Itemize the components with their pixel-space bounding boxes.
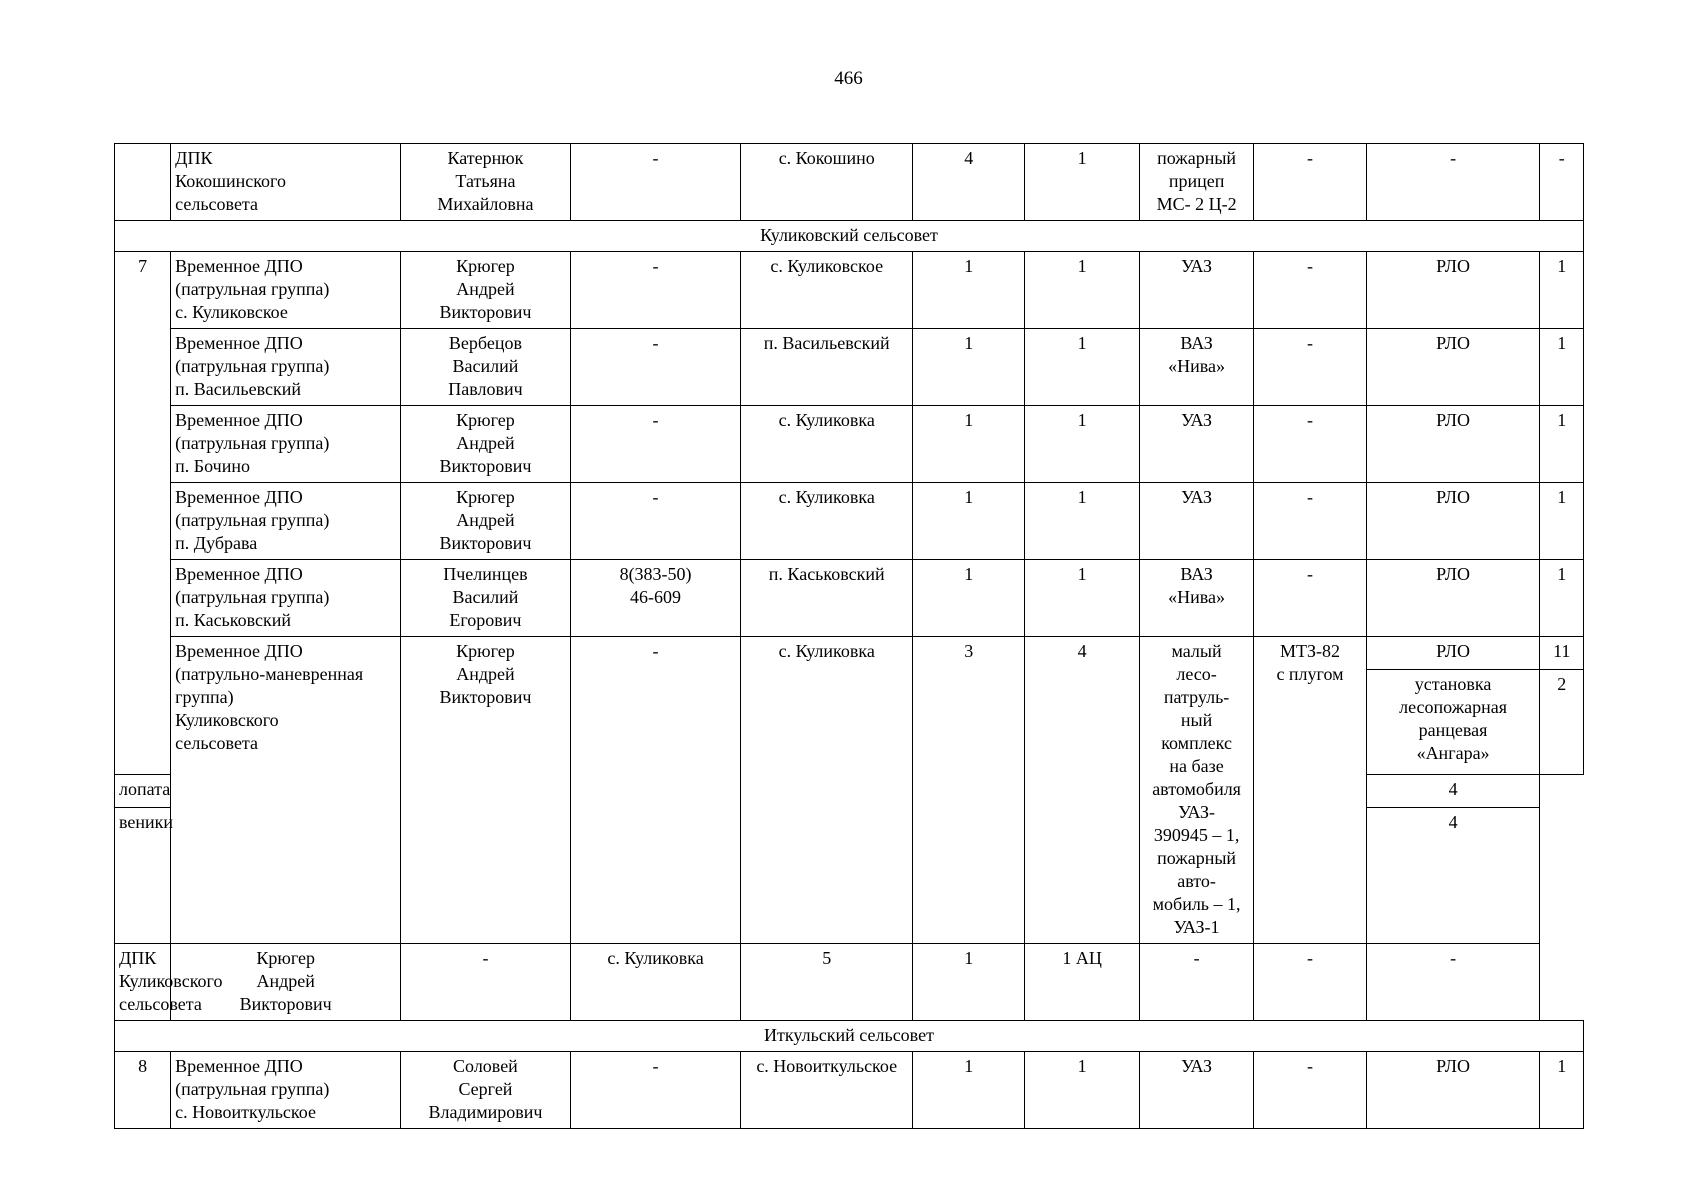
unit-name-line: Временное ДПО [175,333,303,353]
unit-name-cell [171,483,401,560]
phone-line: - [652,410,659,430]
equipment-cell: РЛО [1366,1052,1540,1129]
phone-cell: - [570,144,741,221]
equipment-line: «Ангара» [1416,742,1490,763]
shift-count-cell: 4 [1025,637,1139,944]
personnel-count-cell: 1 [913,406,1025,483]
unit-name-cell [171,406,401,483]
equipment-line: лесопожарная [1399,696,1508,717]
vehicle-line: УАЗ-1 [1173,917,1220,937]
commander-line: Викторович [439,456,532,476]
commander-line: Крюгер [256,948,315,968]
commander-line: Егорович [449,610,522,630]
other-tech-line: - [1306,487,1313,507]
personnel-count-cell: 1 [913,252,1025,329]
equipment-cell [1366,637,1540,670]
phone-line: 8(383-50) [619,564,692,584]
vehicle-line: малый [1171,641,1222,661]
vehicle-line: УАЗ [1181,410,1213,430]
vehicle-line: комплекс [1161,733,1232,753]
other-tech-cell: - [1139,944,1253,1021]
equipment-cell: РЛО [1366,252,1540,329]
vehicle-line: 390945 – 1, [1153,825,1240,845]
unit-name-line: п. Васильевский [175,379,301,399]
shift-count-cell: 1 [1025,1052,1139,1129]
phone-cell: - [570,1052,741,1129]
unit-name-cell [171,252,401,329]
commander-cell [401,560,571,637]
commander-line: Владимирович [428,1102,543,1122]
table-row-kokoshino [115,144,1584,221]
equipment-line: веники [119,812,174,832]
shift-count-cell: 1 [1025,144,1139,221]
table-row [115,483,1584,560]
forces-table [114,143,1584,1129]
equipment-cell: РЛО [1366,483,1540,560]
commander-cell [401,406,571,483]
number-cell [115,144,171,221]
unit-name-line: (патрульная группа) [175,433,330,453]
phone-line: 46-609 [630,587,682,607]
vehicle-line: УАЗ- [1178,802,1216,822]
personnel-count-cell: 1 [913,329,1025,406]
section-title: Куликовский сельсовет [115,221,1584,252]
unit-name-line: с. Новоиткульское [175,1102,316,1122]
vehicle-cell [1139,637,1253,944]
unit-name-line: с. Куликовское [175,302,288,322]
equipment-cell: РЛО [1366,406,1540,483]
shift-count-cell: 1 [1025,252,1139,329]
commander-cell [401,252,571,329]
equipment-qty-cell: 1 [1540,560,1584,637]
unit-name-line: сельсовета [119,994,202,1014]
commander-cell [401,1052,571,1129]
commander-line: Сергей [458,1079,513,1099]
equipment-cell: - [1366,144,1540,221]
unit-name-cell [171,560,401,637]
phone-line: - [652,333,659,353]
personnel-count-cell: 1 [913,1052,1025,1129]
equipment-cell [115,808,174,944]
personnel-count-cell: 3 [913,637,1025,944]
unit-name-cell [171,1052,401,1129]
location-cell: с. Новоиткульское [741,1052,913,1129]
equipment-qty-cell: - [1540,144,1584,221]
equipment-qty-cell: 1 [1540,1052,1584,1129]
vehicle-cell: 1 АЦ [1025,944,1139,1021]
commander-line: Вербецов [448,333,522,353]
commander-line: Викторович [439,687,532,707]
commander-line: Соловей [453,1056,518,1076]
table-row [115,406,1584,483]
other-tech-line: - [1306,410,1313,430]
shift-count-cell: 1 [1025,560,1139,637]
location-cell: с. Куликовка [570,944,741,1021]
vehicle-cell [1139,560,1253,637]
phone-line: - [652,256,659,276]
commander-cell [401,144,571,221]
phone-cell: - [570,637,741,944]
commander-line: Андрей [256,971,315,991]
equipment-line: РЛО [1436,641,1470,661]
unit-name-cell [171,637,401,944]
other-tech-line: - [1306,564,1313,584]
shift-count-cell: 1 [1025,406,1139,483]
unit-name-line: Кокошинского [175,171,286,191]
location-cell: с. Кокошино [741,144,913,221]
vehicle-line: УАЗ [1181,487,1213,507]
other-tech-cell [1254,483,1366,560]
table-row [115,944,1584,1021]
commander-line: Татьяна [455,171,516,191]
unit-name-line: ДПК [119,948,157,968]
commander-line: Павлович [448,379,523,399]
unit-name-line: (патрульная группа) [175,1079,330,1099]
vehicle-line: на базе [1169,756,1224,776]
commander-cell [401,329,571,406]
equipment-line: лопата [119,779,171,800]
vehicle-line: прицеп [1168,171,1225,191]
commander-line: Пчелинцев [443,564,528,584]
row-number-cell: 8 [115,1052,171,1129]
unit-name-line: Куликовского [119,971,223,991]
location-cell: п. Васильевский [741,329,913,406]
vehicle-line: лесо- [1176,664,1217,684]
equipment-line: ранцевая [1418,719,1488,740]
commander-line: Викторович [439,302,532,322]
unit-name-line: Временное ДПО [175,641,303,661]
row-number-cell: 7 [115,252,171,775]
equipment-cell: РЛО [1366,560,1540,637]
commander-line: Андрей [456,510,515,530]
unit-name-line: п. Каськовский [175,610,291,630]
shift-count-cell: 1 [1025,483,1139,560]
commander-line: Крюгер [456,487,515,507]
equipment-qty-cell: 1 [1540,406,1584,483]
equipment-cell: - [1254,944,1366,1021]
location-cell: с. Куликовка [741,406,913,483]
phone-cell [570,483,741,560]
vehicle-line: «Нива» [1168,356,1226,376]
vehicle-line: мобиль – 1, [1152,894,1241,914]
equipment-qty-cell: 4 [1366,808,1540,944]
other-tech-cell: - [1254,144,1366,221]
unit-name-line: (патрульная группа) [175,510,330,530]
unit-name-line: Временное ДПО [175,410,303,430]
other-tech-cell [1254,252,1366,329]
unit-name-line: (патрульная группа) [175,356,330,376]
commander-line: Викторович [439,533,532,553]
phone-line: - [652,487,659,507]
unit-name-line: Временное ДПО [175,256,303,276]
table-row [115,252,1584,329]
unit-name-line: сельсовета [175,733,259,753]
equipment-cell [115,775,171,808]
location-cell: с. Куликовка [741,483,913,560]
commander-line: Василий [452,587,519,607]
vehicle-cell [1139,252,1253,329]
commander-line: Крюгер [456,256,515,276]
personnel-count-cell: 1 [913,560,1025,637]
commander-line: Викторович [239,994,332,1014]
unit-name-cell [171,329,401,406]
commander-line: Крюгер [456,641,515,661]
table-row [115,1052,1584,1129]
vehicle-line: автомобиля [1152,779,1241,799]
section-title: Иткульский сельсовет [115,1021,1584,1052]
unit-name-line: (патрульно-маневренная [175,664,364,684]
vehicle-cell [1139,483,1253,560]
unit-name-line: Куликовского [175,710,279,730]
equipment-qty-cell: 1 [1540,483,1584,560]
commander-line: Михайловна [437,194,534,214]
unit-name-line: группа) [175,687,234,707]
equipment-cell: РЛО [1366,329,1540,406]
phone-cell: - [401,944,571,1021]
vehicle-line: авто- [1177,871,1216,891]
vehicle-cell [1139,406,1253,483]
commander-line: Андрей [456,433,515,453]
location-cell: с. Куликовское [741,252,913,329]
equipment-qty-cell: 11 [1540,637,1584,670]
personnel-count-cell: 4 [913,144,1025,221]
other-tech-cell [1254,406,1366,483]
unit-name-line: Временное ДПО [175,564,303,584]
vehicle-cell: УАЗ [1139,1052,1253,1129]
page-number: 466 [834,68,863,89]
other-tech-cell [1254,560,1366,637]
section-row-kulikovsky [115,221,1584,252]
vehicle-line: ВАЗ [1180,564,1213,584]
unit-name-cell [115,944,223,1021]
vehicle-line: «Нива» [1168,587,1226,607]
unit-name-line: ДПК [175,148,213,168]
equipment-qty-cell: 1 [1540,252,1584,329]
vehicle-line: УАЗ [1181,256,1213,276]
equipment-qty-cell: 4 [1366,775,1540,808]
shift-count-cell: 1 [913,944,1025,1021]
equipment-line: установка [1414,673,1492,694]
location-cell: п. Каськовский [741,560,913,637]
commander-line: Крюгер [456,410,515,430]
other-tech-line: МТЗ-82 [1279,641,1340,661]
commander-line: Василий [452,356,519,376]
commander-line: Андрей [456,279,515,299]
vehicle-cell [1139,329,1253,406]
commander-line: Андрей [456,664,515,684]
commander-cell [401,483,571,560]
equipment-cell [1366,669,1540,775]
other-tech-cell: - [1254,1052,1366,1129]
vehicle-line: ВАЗ [1180,333,1213,353]
equipment-qty-cell: 2 [1540,669,1584,775]
vehicle-line: пожарный [1157,848,1237,868]
table-row [115,560,1584,637]
location-cell: с. Куликовка [741,637,913,944]
unit-name-line: Временное ДПО [175,487,303,507]
unit-name-cell [171,144,401,221]
personnel-count-cell: 1 [913,483,1025,560]
vehicle-line: ный [1180,710,1213,730]
unit-name-line: (патрульная группа) [175,587,330,607]
other-tech-line: с плугом [1276,664,1344,684]
vehicle-line: патруль- [1163,687,1230,707]
table-row-maneuver-group [115,637,1584,670]
phone-cell [570,329,741,406]
personnel-count-cell: 5 [741,944,913,1021]
shift-count-cell: 1 [1025,329,1139,406]
table-row [115,329,1584,406]
section-row-itkulsky [115,1021,1584,1052]
unit-name-line: п. Дубрава [175,533,258,553]
unit-name-line: п. Бочино [175,456,250,476]
unit-name-line: сельсовета [175,194,259,214]
phone-cell [570,406,741,483]
other-tech-cell [1254,637,1366,944]
phone-cell [570,252,741,329]
phone-cell [570,560,741,637]
equipment-qty-cell: - [1366,944,1540,1021]
unit-name-line: Временное ДПО [175,1056,303,1076]
unit-name-line: (патрульная группа) [175,279,330,299]
vehicle-line: МС- 2 Ц-2 [1156,194,1237,214]
equipment-qty-cell: 1 [1540,329,1584,406]
other-tech-line: - [1306,256,1313,276]
vehicle-cell [1139,144,1253,221]
other-tech-cell [1254,329,1366,406]
other-tech-line: - [1306,333,1313,353]
commander-line: Катернюк [447,148,524,168]
commander-cell [401,637,571,944]
vehicle-line: пожарный [1157,148,1237,168]
